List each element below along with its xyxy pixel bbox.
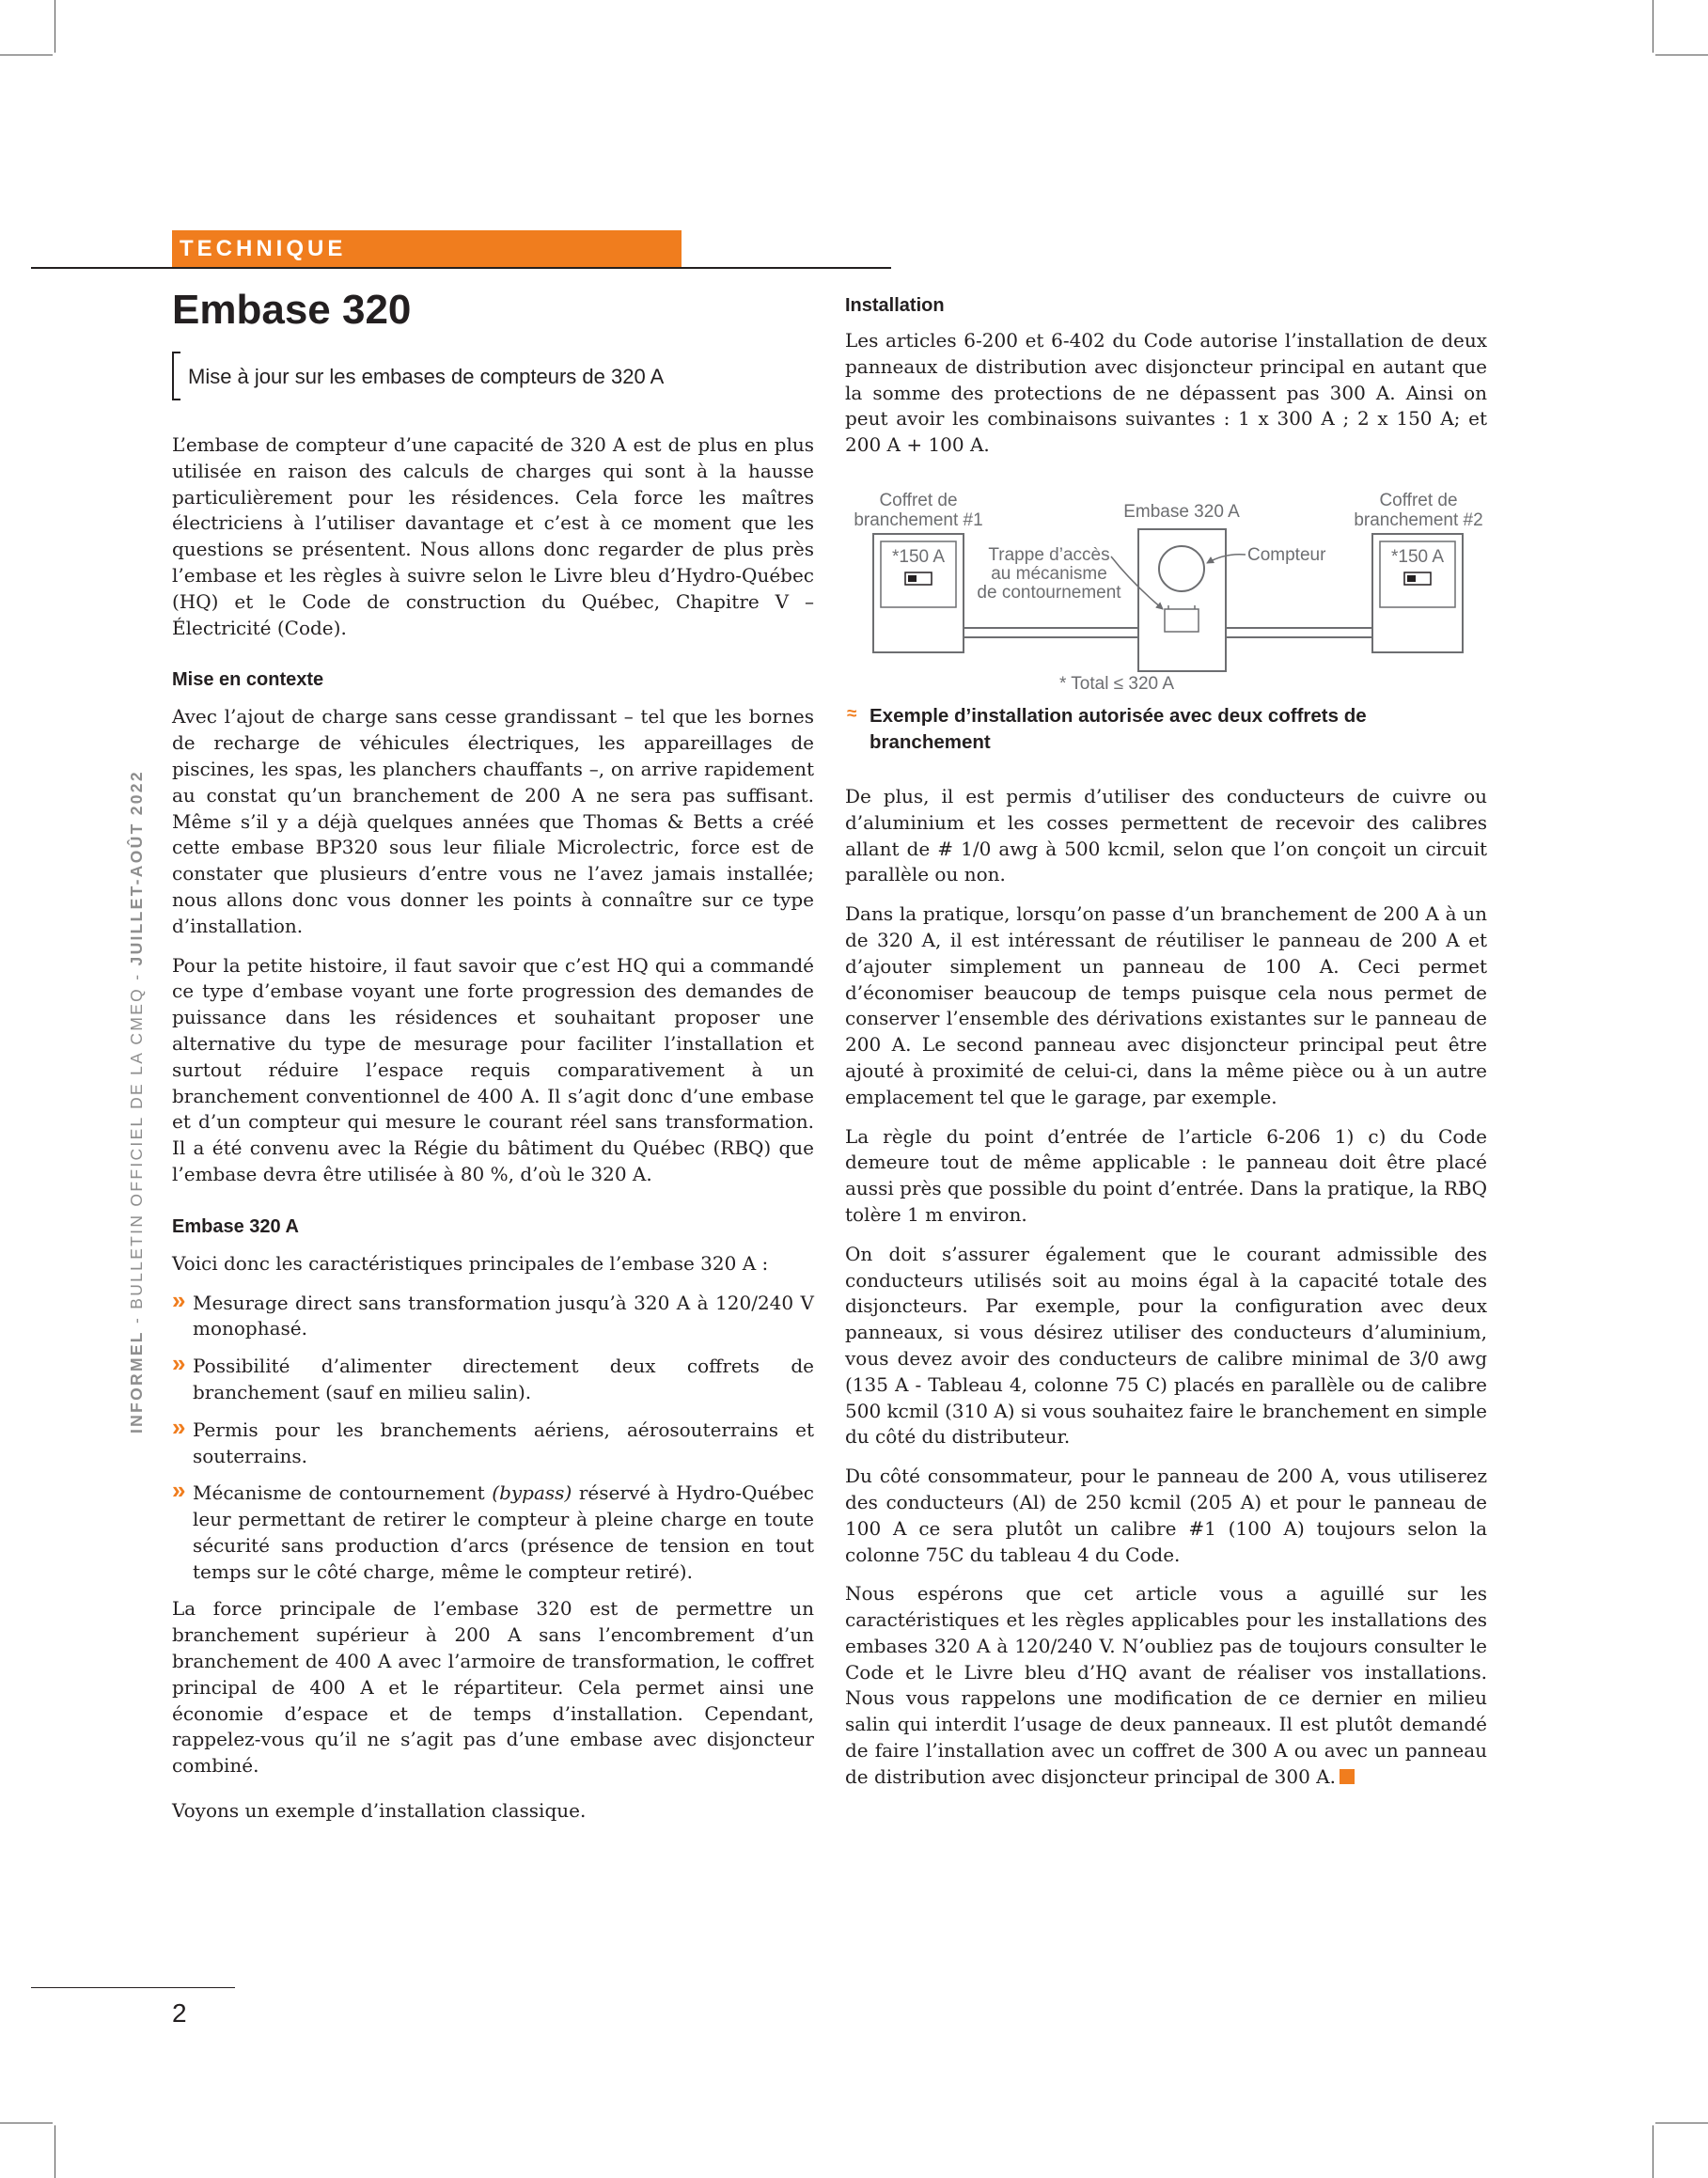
coffret2-label-line2: branchement #2 <box>1354 509 1483 530</box>
compteur-label: Compteur <box>1247 544 1326 565</box>
feature-list <box>172 1285 814 1586</box>
right-column <box>845 293 1487 1804</box>
meter-icon <box>1159 546 1204 591</box>
total-label: * Total ≤ 320 A <box>1058 673 1175 694</box>
list-item-text: Possibilité d’alimenter directement deux coffrets de branchement (sauf en milieu salin). <box>193 1355 814 1403</box>
trappe-label-line1: Trappe d’accès <box>988 544 1110 565</box>
subtitle-block <box>172 352 830 400</box>
breaker-handle <box>908 575 917 582</box>
coffret2-rating: *150 A <box>1391 546 1444 567</box>
paragraph: Voici donc les caractéristiques principales de l’embase 320 A : <box>172 1251 769 1275</box>
list-item-text: Permis pour les branchements aériens, aérosouterrains et souterrains. <box>193 1418 814 1467</box>
paragraph: La règle du point d’entrée de l’article 6-206 1) c) du Code demeure tout de même applicable : le panneau doit être placé aussi près que possible du point d’entrée. Dans la pratique, la RBQ tolère 1 m environ. <box>845 1124 1487 1226</box>
coffret1-label-line2: branchement #1 <box>854 509 983 530</box>
paragraph: On doit s’assurer également que le courant admissible des conducteurs utilisés soit au moins égal à la capacité totale des disjoncteurs. Par exemple, pour la configuration avec deux panneaux, si vous désirez utiliser des conducteurs d’aluminium, vous devez avoir des conducteurs de calibre minimal de 3/0 awg (135 A - Tableau 4, colonne 75 C) placés en parallèle ou de calibre 500 kcmil (310 A) si vous souhaitez faire le branchement en simple du côté du distributeur. <box>845 1242 1487 1449</box>
intro-paragraph: L’embase de compteur d’une capacité de 320 A est de plus en plus utilisée en raison des calculs de charges qui sont à la hausse particulièrement pour les résidences. Cela force les maîtres électriciens à l’utiliser davantage et c’est à ce moment que les questions se présentent. Nous allons donc regarder de plus près l’embase et les règles à suivre selon le Livre bleu d’Hydro-Québec (HQ) et le Code de construction du Québec, Chapitre V – Électricité (Code). <box>172 433 814 639</box>
section-label: TECHNIQUE <box>172 230 682 268</box>
list-item-italic: (bypass) <box>492 1481 572 1505</box>
separator: - <box>127 1308 146 1331</box>
issue-date: JUILLET-AOÛT 2022 <box>127 770 146 966</box>
paragraph: Dans la pratique, lorsqu’on passe d’un branchement de 200 A à un de 320 A, il est intéressant de réutiliser le panneau de 200 A et d’ajouter simplement un panneau de 100 A. Ceci permet d’économiser beaucoup de temps puisque cela nous permet de conserver l’ensemble des dérivations existantes sur le panneau de 200 A. Le second panneau avec disjoncteur principal peut être ajouté à proximité de celui-ci, dans la même pièce ou à un autre emplacement tel que le garage, par exemple. <box>845 902 1487 1108</box>
section-heading-installation: Installation <box>845 295 945 316</box>
embase-box <box>1138 529 1226 671</box>
coffret1-rating: *150 A <box>892 546 945 567</box>
section-heading-embase: Embase 320 A <box>172 1215 299 1237</box>
paragraph: La force principale de l’embase 320 est de permettre un branchement supérieur à 200 A sans l’encombrement d’un branchement de 400 A avec l’armoire de transformation, le coffret principal de 400 A et le répartiteur. Cela permet ainsi une économie d’espace et de temps d’installation. Cependant, rappelez-vous qu’il ne s’agit pas d’une embase avec disjoncteur combiné. <box>172 1597 814 1778</box>
header-rule <box>31 267 891 269</box>
diagram-svg <box>845 478 1487 694</box>
embase-label: Embase 320 A <box>1123 501 1240 522</box>
list-item <box>172 1285 814 1343</box>
article-subtitle: Mise à jour sur les embases de compteurs de 320 A <box>188 365 665 388</box>
publication-name: INFORMEL <box>127 1330 146 1434</box>
bullet-icon: » <box>172 1476 186 1505</box>
subtitle-bracket <box>172 352 180 400</box>
trappe-label-line3: de contournement <box>977 582 1121 603</box>
paragraph: Voyons un exemple d’installation classique. <box>172 1799 587 1823</box>
caption-text: Exemple d’installation autorisée avec deux coffrets de branchement <box>870 704 1367 753</box>
paragraph: De plus, il est permis d’utiliser des conducteurs de cuivre ou d’aluminium et les cosses permettent de recevoir des calibres allant de # 1/0 awg à 500 kcmil, selon que l’on conçoit un circuit parallèle ou non. <box>845 784 1487 886</box>
list-item <box>172 1476 814 1585</box>
caption-chevron-icon: ≈ <box>847 703 857 724</box>
article-title: Embase 320 <box>172 287 412 333</box>
paragraph: Du côté consommateur, pour le panneau de 200 A, vous utiliserez des conducteurs (Al) de 250 kcmil (205 A) et pour le panneau de 100 A ce sera plutôt un calibre #1 (100 A) toujours selon la colonne 75C du tableau 4 du Code. <box>845 1465 1487 1566</box>
installation-diagram <box>845 478 1487 694</box>
section-heading-context: Mise en contexte <box>172 669 324 691</box>
bullet-icon: » <box>172 1412 186 1441</box>
closing-paragraph <box>845 1581 1487 1790</box>
side-running-title <box>127 770 147 1434</box>
bypass-hatch <box>1165 609 1199 632</box>
paragraph: Avec l’ajout de charge sans cesse grandissant – tel que les bornes de recharge de véhicules électriques, les appareillages de piscines, les spas, les planchers chauffants –, on arrive rapidement au constat qu’un branchement de 200 A ne sera pas suffisant. Même s’il y a déjà quelques années que Thomas & Betts a créé cette embase BP320 sous leur filiale Microlectric, force est de constater que plusieurs d’entre vous ne l’avez jamais installée; nous allons donc vous donner les points à connaître sur ce type d’installation. <box>172 705 814 937</box>
coffret2-label-line1: Coffret de <box>1379 490 1458 510</box>
paragraph: Pour la petite histoire, il faut savoir que c’est HQ qui a commandé ce type d’embase voyant une forte progression des demandes de puissance dans les résidences et souhaitant proposer une alternative du type de mesurage pour faciliter l’installation et surtout réduire l’espace requis comparativement à un branchement conventionnel de 400 A. Il s’agit donc d’une embase et d’un compteur qui mesure le courant réel sans transformation. Il a été convenu avec la Régie du bâtiment du Québec (RBQ) que l’embase devra être utilisée à 80 %, d’où le 320 A. <box>172 953 814 1185</box>
breaker-handle <box>1407 575 1416 582</box>
paragraph: Les articles 6-200 et 6-402 du Code autorise l’installation de deux panneaux de distribution avec disjoncteur principal en autant que la somme des protections de ne dépassent pas 300 A. Ainsi on peut avoir les combinaisons suivantes : 1 x 300 A ; 2 x 150 A; et 200 A + 100 A. <box>845 329 1487 457</box>
bullet-icon: » <box>172 1349 186 1378</box>
list-item <box>172 1349 814 1406</box>
end-of-article-square <box>1340 1769 1355 1784</box>
list-item-text: réservé à Hydro-Québec leur permettant de retirer le compteur à pleine charge en toute sécurité sans production d’arcs (présence de tension en tout temps sur le côté charge, même le compteur retiré). <box>193 1481 814 1583</box>
coffret1-label-line1: Coffret de <box>879 490 958 510</box>
trappe-label-line2: au mécanisme <box>991 563 1107 584</box>
list-item-text: Mesurage direct sans transformation jusqu’à 320 A à 120/240 V monophasé. <box>193 1291 814 1340</box>
page-number: 2 <box>172 1998 187 2028</box>
bullet-icon: » <box>172 1285 186 1314</box>
figure-caption <box>845 703 1487 756</box>
list-item <box>172 1412 814 1470</box>
footer-rule <box>31 1987 235 1988</box>
separator: - <box>127 965 146 987</box>
bulletin-name: BULLETIN OFFICIEL DE LA CMEQ <box>127 986 146 1309</box>
left-column <box>172 432 814 1838</box>
closing-text: Nous espérons que cet article vous a aguillé sur les caractéristiques et les règles applicables pour les installations des embases 320 A à 120/240 V. N’oubliez pas de toujours consulter le Code et le Livre bleu d’HQ avant de réaliser vos installations. Nous vous rappelons une modification de ce dernier en milieu salin qui interdit l’usage de deux panneaux. Il est plutôt demandé de faire l’installation avec un coffret de 300 A ou avec un panneau de distribution avec disjoncteur principal de 300 A. <box>845 1582 1487 1788</box>
list-item-text: Mécanisme de contournement <box>193 1481 493 1505</box>
